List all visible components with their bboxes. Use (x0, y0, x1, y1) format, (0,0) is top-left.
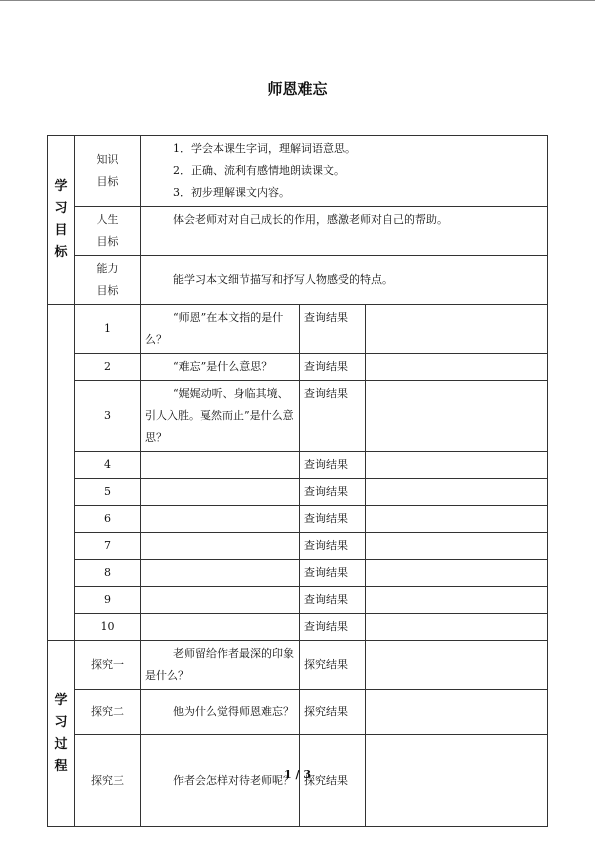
query-number: 6 (75, 506, 141, 533)
query-question (141, 614, 300, 641)
explore-question: 他为什么觉得师恩难忘？ (141, 690, 300, 735)
query-number: 10 (75, 614, 141, 641)
page-number: 1 / 3 (284, 768, 311, 781)
explore-result-answer (366, 641, 548, 690)
query-row (48, 506, 548, 533)
query-result-label: 查询结果 (300, 452, 366, 479)
query-number: 3 (75, 381, 141, 452)
query-question (141, 587, 300, 614)
query-question: “师恩”在本文指的是什么？ (141, 305, 300, 354)
query-result-label: 查询结果 (300, 381, 366, 452)
query-result-label: 查询结果 (300, 614, 366, 641)
process-section-label: 学 习 过 程 (48, 641, 75, 827)
explore-label: 探究一 (75, 641, 141, 690)
explore-label: 探究二 (75, 690, 141, 735)
query-question (141, 479, 300, 506)
study-plan-table (47, 135, 548, 827)
query-row (48, 533, 548, 560)
goals-section-label: 学 习 目 标 (48, 136, 75, 305)
explore-question: 作者会怎样对待老师呢？ (141, 735, 300, 827)
query-question (141, 560, 300, 587)
goal-content: 1．学会本课生字词，理解词语意思。 2．正确、流利有感情地朗读课文。 3．初步理解课文内容。 (141, 136, 548, 207)
query-result-answer (366, 452, 548, 479)
query-number: 7 (75, 533, 141, 560)
query-number: 1 (75, 305, 141, 354)
query-question (141, 452, 300, 479)
query-row (48, 305, 548, 354)
query-result-label: 查询结果 (300, 533, 366, 560)
query-row (48, 479, 548, 506)
page-title: 师恩难忘 (267, 80, 328, 98)
explore-label: 探究三 (75, 735, 141, 827)
query-question (141, 533, 300, 560)
query-row (48, 381, 548, 452)
goal-row-ability (48, 256, 548, 305)
explore-row (48, 641, 548, 690)
query-result-answer (366, 614, 548, 641)
explore-row (48, 690, 548, 735)
query-question: “难忘”是什么意思？ (141, 354, 300, 381)
goal-label: 能力 目标 (75, 256, 141, 305)
explore-result-label: 探究结果 (300, 690, 366, 735)
query-section-blank (48, 305, 75, 641)
query-row (48, 587, 548, 614)
goal-label: 人生 目标 (75, 207, 141, 256)
explore-result-label: 探究结果 (300, 735, 366, 827)
page-top-rule (0, 0, 595, 1)
query-result-answer (366, 560, 548, 587)
query-result-answer (366, 533, 548, 560)
query-question (141, 506, 300, 533)
query-result-label: 查询结果 (300, 506, 366, 533)
query-result-answer (366, 305, 548, 354)
query-number: 9 (75, 587, 141, 614)
query-result-label: 查询结果 (300, 479, 366, 506)
goal-row-knowledge (48, 136, 548, 207)
query-result-answer (366, 354, 548, 381)
explore-question: 老师留给作者最深的印象是什么？ (141, 641, 300, 690)
goal-content: 体会老师对对自己成长的作用，感激老师对自己的帮助。 (141, 207, 548, 256)
query-question: “娓娓动听、身临其境、引人入胜。戛然而止”是什么意思？ (141, 381, 300, 452)
query-result-answer (366, 587, 548, 614)
query-number: 8 (75, 560, 141, 587)
query-result-answer (366, 381, 548, 452)
goal-label: 知识 目标 (75, 136, 141, 207)
query-row (48, 452, 548, 479)
query-row (48, 614, 548, 641)
query-row (48, 354, 548, 381)
query-number: 2 (75, 354, 141, 381)
query-number: 4 (75, 452, 141, 479)
query-result-answer (366, 506, 548, 533)
goal-content: 能学习本文细节描写和抒写人物感受的特点。 (141, 256, 548, 305)
explore-result-label: 探究结果 (300, 641, 366, 690)
query-result-label: 查询结果 (300, 560, 366, 587)
query-result-label: 查询结果 (300, 354, 366, 381)
query-result-label: 查询结果 (300, 305, 366, 354)
query-result-answer (366, 479, 548, 506)
query-number: 5 (75, 479, 141, 506)
goal-row-life (48, 207, 548, 256)
explore-result-answer (366, 690, 548, 735)
query-result-label: 查询结果 (300, 587, 366, 614)
query-row (48, 560, 548, 587)
